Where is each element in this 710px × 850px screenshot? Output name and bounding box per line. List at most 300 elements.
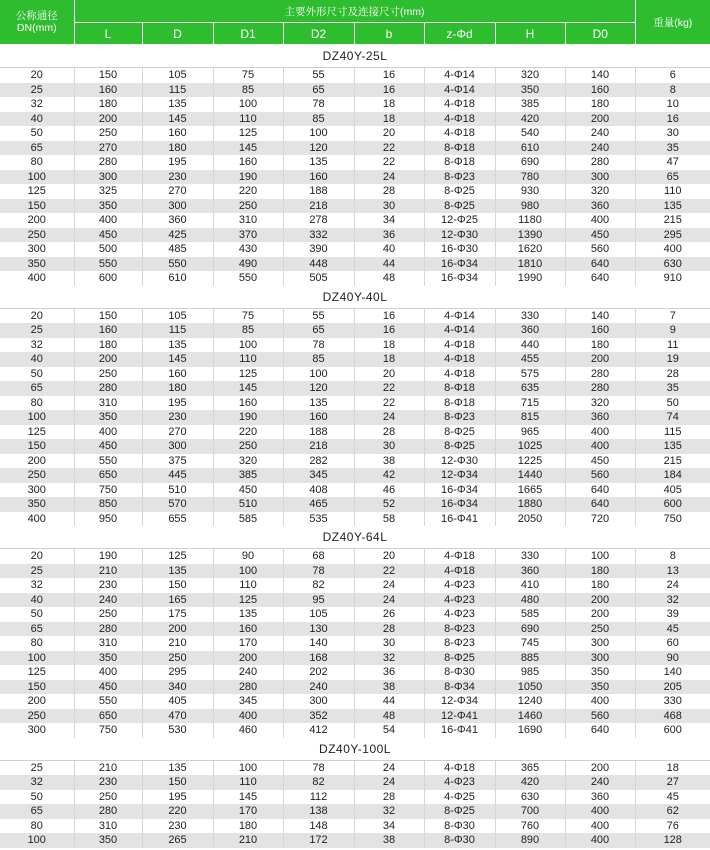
table-cell: 250 bbox=[213, 199, 283, 214]
table-cell: 8-Φ30 bbox=[424, 665, 495, 680]
table-cell: 205 bbox=[635, 680, 710, 695]
table-cell: 280 bbox=[565, 381, 635, 396]
table-cell: 715 bbox=[495, 396, 565, 411]
table-cell: 200 bbox=[565, 607, 635, 622]
table-cell: 780 bbox=[495, 170, 565, 185]
table-cell: 180 bbox=[74, 338, 142, 353]
table-cell: 32 bbox=[635, 593, 710, 608]
table-cell: 240 bbox=[565, 126, 635, 141]
table-cell: 112 bbox=[283, 790, 354, 805]
table-cell: 650 bbox=[74, 709, 142, 724]
table-cell: 535 bbox=[283, 512, 354, 527]
column-header: z-Φd bbox=[424, 23, 495, 45]
table-cell: 175 bbox=[142, 607, 213, 622]
table-cell: 1460 bbox=[495, 709, 565, 724]
table-cell: 16-Φ41 bbox=[424, 512, 495, 527]
table-cell: 400 bbox=[0, 512, 74, 527]
table-cell: 125 bbox=[0, 425, 74, 440]
table-row bbox=[0, 242, 710, 257]
table-cell: 105 bbox=[142, 308, 213, 323]
table-cell: 965 bbox=[495, 425, 565, 440]
table-row bbox=[0, 497, 710, 512]
table-cell: 145 bbox=[213, 381, 283, 396]
table-cell: 400 bbox=[565, 833, 635, 848]
table-cell: 640 bbox=[565, 257, 635, 272]
table-cell: 400 bbox=[565, 694, 635, 709]
table-cell: 65 bbox=[283, 323, 354, 338]
table-row bbox=[0, 709, 710, 724]
table-cell: 4-Φ18 bbox=[424, 352, 495, 367]
table-cell: 46 bbox=[354, 483, 424, 498]
table-cell: 408 bbox=[283, 483, 354, 498]
table-cell: 500 bbox=[74, 242, 142, 257]
table-cell: 8-Φ23 bbox=[424, 410, 495, 425]
table-cell: 230 bbox=[142, 410, 213, 425]
table-cell: 28 bbox=[354, 790, 424, 805]
table-cell: 250 bbox=[74, 367, 142, 382]
table-cell: 270 bbox=[142, 425, 213, 440]
table-cell: 210 bbox=[74, 760, 142, 775]
table-cell: 300 bbox=[0, 483, 74, 498]
table-cell: 140 bbox=[283, 636, 354, 651]
table-cell: 745 bbox=[495, 636, 565, 651]
table-cell: 180 bbox=[565, 338, 635, 353]
table-cell: 345 bbox=[213, 694, 283, 709]
table-cell: 76 bbox=[635, 819, 710, 834]
section-title: DZ40Y-40L bbox=[0, 286, 710, 309]
table-cell: 375 bbox=[142, 454, 213, 469]
table-cell: 200 bbox=[142, 622, 213, 637]
section-row bbox=[0, 45, 710, 68]
column-header: D2 bbox=[283, 23, 354, 45]
table-cell: 75 bbox=[213, 68, 283, 83]
table-cell: 280 bbox=[213, 680, 283, 695]
table-cell: 32 bbox=[354, 804, 424, 819]
table-cell: 300 bbox=[565, 636, 635, 651]
table-row bbox=[0, 155, 710, 170]
table-cell: 450 bbox=[213, 483, 283, 498]
table-cell: 16-Φ41 bbox=[424, 723, 495, 738]
table-cell: 195 bbox=[142, 155, 213, 170]
table-row bbox=[0, 425, 710, 440]
table-cell: 55 bbox=[283, 68, 354, 83]
table-cell: 4-Φ18 bbox=[424, 367, 495, 382]
table-cell: 145 bbox=[142, 112, 213, 127]
table-row bbox=[0, 578, 710, 593]
table-cell: 150 bbox=[74, 68, 142, 83]
table-cell: 640 bbox=[565, 271, 635, 286]
table-cell: 8-Φ30 bbox=[424, 833, 495, 848]
table-cell: 360 bbox=[495, 323, 565, 338]
table-cell: 815 bbox=[495, 410, 565, 425]
table-cell: 110 bbox=[213, 775, 283, 790]
table-cell: 4-Φ18 bbox=[424, 564, 495, 579]
table-cell: 360 bbox=[565, 790, 635, 805]
table-cell: 24 bbox=[354, 578, 424, 593]
table-cell: 585 bbox=[213, 512, 283, 527]
table-cell: 50 bbox=[0, 607, 74, 622]
table-cell: 218 bbox=[283, 439, 354, 454]
table-cell: 82 bbox=[283, 775, 354, 790]
table-cell: 160 bbox=[142, 367, 213, 382]
table-cell: 445 bbox=[142, 468, 213, 483]
table-cell: 16-Φ34 bbox=[424, 497, 495, 512]
table-row bbox=[0, 723, 710, 738]
table-cell: 550 bbox=[142, 257, 213, 272]
table-cell: 195 bbox=[142, 790, 213, 805]
table-cell: 250 bbox=[74, 790, 142, 805]
table-cell: 8-Φ18 bbox=[424, 141, 495, 156]
table-cell: 18 bbox=[354, 338, 424, 353]
table-cell: 30 bbox=[354, 439, 424, 454]
table-cell: 210 bbox=[142, 636, 213, 651]
table-cell: 448 bbox=[283, 257, 354, 272]
table-cell: 330 bbox=[495, 549, 565, 564]
table-cell: 105 bbox=[283, 607, 354, 622]
table-cell: 180 bbox=[565, 564, 635, 579]
table-cell: 215 bbox=[635, 454, 710, 469]
table-cell: 50 bbox=[0, 126, 74, 141]
dn-header bbox=[0, 0, 74, 45]
table-cell: 210 bbox=[74, 564, 142, 579]
table-cell: 12-Φ41 bbox=[424, 709, 495, 724]
table-cell: 95 bbox=[283, 593, 354, 608]
table-cell: 65 bbox=[283, 83, 354, 98]
table-cell: 280 bbox=[74, 622, 142, 637]
table-cell: 400 bbox=[0, 271, 74, 286]
table-cell: 19 bbox=[635, 352, 710, 367]
table-cell: 4-Φ23 bbox=[424, 578, 495, 593]
table-cell: 8-Φ25 bbox=[424, 184, 495, 199]
table-cell: 8-Φ18 bbox=[424, 155, 495, 170]
table-cell: 80 bbox=[0, 819, 74, 834]
table-cell: 16-Φ34 bbox=[424, 483, 495, 498]
table-cell: 350 bbox=[74, 651, 142, 666]
table-cell: 400 bbox=[635, 242, 710, 257]
table-cell: 34 bbox=[354, 819, 424, 834]
table-row bbox=[0, 213, 710, 228]
table-cell: 325 bbox=[74, 184, 142, 199]
table-cell: 100 bbox=[0, 410, 74, 425]
table-cell: 30 bbox=[354, 636, 424, 651]
table-cell: 420 bbox=[495, 112, 565, 127]
table-cell: 4-Φ25 bbox=[424, 790, 495, 805]
table-row bbox=[0, 512, 710, 527]
table-cell: 38 bbox=[354, 454, 424, 469]
table-cell: 310 bbox=[74, 819, 142, 834]
table-cell: 4-Φ14 bbox=[424, 83, 495, 98]
table-cell: 360 bbox=[565, 410, 635, 425]
table-cell: 300 bbox=[565, 170, 635, 185]
table-cell: 12-Φ30 bbox=[424, 454, 495, 469]
table-cell: 1990 bbox=[495, 271, 565, 286]
table-cell: 280 bbox=[74, 804, 142, 819]
table-body bbox=[0, 45, 710, 848]
table-cell: 1240 bbox=[495, 694, 565, 709]
table-cell: 300 bbox=[565, 651, 635, 666]
table-cell: 20 bbox=[354, 126, 424, 141]
table-cell: 25 bbox=[0, 760, 74, 775]
table-cell: 610 bbox=[142, 271, 213, 286]
table-cell: 468 bbox=[635, 709, 710, 724]
table-cell: 300 bbox=[283, 694, 354, 709]
table-cell: 350 bbox=[74, 833, 142, 848]
table-cell: 720 bbox=[565, 512, 635, 527]
table-cell: 330 bbox=[635, 694, 710, 709]
table-cell: 42 bbox=[354, 468, 424, 483]
table-cell: 100 bbox=[0, 651, 74, 666]
table-cell: 18 bbox=[635, 760, 710, 775]
section-row bbox=[0, 286, 710, 309]
table-cell: 350 bbox=[0, 497, 74, 512]
table-row bbox=[0, 680, 710, 695]
table-cell: 4-Φ18 bbox=[424, 760, 495, 775]
table-cell: 170 bbox=[213, 636, 283, 651]
table-cell: 12-Φ30 bbox=[424, 228, 495, 243]
table-cell: 760 bbox=[495, 819, 565, 834]
table-cell: 340 bbox=[142, 680, 213, 695]
table-cell: 300 bbox=[142, 199, 213, 214]
table-cell: 8-Φ34 bbox=[424, 680, 495, 695]
table-cell: 1620 bbox=[495, 242, 565, 257]
table-cell: 8-Φ23 bbox=[424, 636, 495, 651]
table-cell: 180 bbox=[565, 578, 635, 593]
table-cell: 1665 bbox=[495, 483, 565, 498]
table-cell: 425 bbox=[142, 228, 213, 243]
table-cell: 9 bbox=[635, 323, 710, 338]
table-cell: 278 bbox=[283, 213, 354, 228]
table-cell: 105 bbox=[142, 68, 213, 83]
table-cell: 78 bbox=[283, 760, 354, 775]
table-cell: 28 bbox=[354, 425, 424, 440]
table-row bbox=[0, 199, 710, 214]
table-cell: 6 bbox=[635, 68, 710, 83]
table-cell: 220 bbox=[213, 425, 283, 440]
table-cell: 4-Φ18 bbox=[424, 97, 495, 112]
table-cell: 910 bbox=[635, 271, 710, 286]
table-cell: 250 bbox=[0, 468, 74, 483]
table-cell: 22 bbox=[354, 564, 424, 579]
table-cell: 62 bbox=[635, 804, 710, 819]
table-cell: 188 bbox=[283, 425, 354, 440]
table-cell: 1880 bbox=[495, 497, 565, 512]
table-cell: 28 bbox=[354, 622, 424, 637]
table-cell: 44 bbox=[354, 257, 424, 272]
table-row bbox=[0, 564, 710, 579]
table-cell: 4-Φ23 bbox=[424, 593, 495, 608]
column-header: H bbox=[495, 23, 565, 45]
dn-header-line1: 公称通径 bbox=[15, 10, 58, 22]
weight-header: 重量(kg) bbox=[635, 0, 710, 45]
table-cell: 16 bbox=[354, 68, 424, 83]
table-cell: 560 bbox=[565, 242, 635, 257]
table-cell: 460 bbox=[213, 723, 283, 738]
table-cell: 125 bbox=[0, 184, 74, 199]
table-cell: 310 bbox=[74, 636, 142, 651]
table-cell: 110 bbox=[213, 578, 283, 593]
table-cell: 160 bbox=[213, 622, 283, 637]
table-cell: 16 bbox=[635, 112, 710, 127]
table-cell: 160 bbox=[213, 155, 283, 170]
table-cell: 22 bbox=[354, 381, 424, 396]
table-cell: 68 bbox=[283, 549, 354, 564]
table-cell: 65 bbox=[0, 804, 74, 819]
table-row bbox=[0, 760, 710, 775]
table-cell: 600 bbox=[635, 497, 710, 512]
table-cell: 470 bbox=[142, 709, 213, 724]
table-cell: 32 bbox=[0, 97, 74, 112]
table-cell: 135 bbox=[635, 439, 710, 454]
table-cell: 16-Φ34 bbox=[424, 257, 495, 272]
table-cell: 295 bbox=[142, 665, 213, 680]
table-cell: 1440 bbox=[495, 468, 565, 483]
table-row bbox=[0, 126, 710, 141]
table-cell: 400 bbox=[565, 804, 635, 819]
table-cell: 40 bbox=[0, 112, 74, 127]
table-cell: 16 bbox=[354, 323, 424, 338]
table-cell: 465 bbox=[283, 497, 354, 512]
table-cell: 22 bbox=[354, 141, 424, 156]
table-cell: 160 bbox=[74, 83, 142, 98]
table-cell: 11 bbox=[635, 338, 710, 353]
table-cell: 7 bbox=[635, 308, 710, 323]
table-cell: 8-Φ23 bbox=[424, 170, 495, 185]
table-cell: 190 bbox=[213, 170, 283, 185]
table-cell: 180 bbox=[565, 97, 635, 112]
table-cell: 24 bbox=[354, 593, 424, 608]
table-row bbox=[0, 636, 710, 651]
table-cell: 40 bbox=[0, 593, 74, 608]
table-cell: 120 bbox=[283, 381, 354, 396]
table-cell: 82 bbox=[283, 578, 354, 593]
table-row bbox=[0, 141, 710, 156]
table-cell: 1050 bbox=[495, 680, 565, 695]
table-cell: 20 bbox=[354, 367, 424, 382]
table-cell: 850 bbox=[74, 497, 142, 512]
table-cell: 125 bbox=[213, 593, 283, 608]
table-cell: 8-Φ25 bbox=[424, 804, 495, 819]
table-cell: 100 bbox=[213, 97, 283, 112]
column-header: L bbox=[74, 23, 142, 45]
table-cell: 24 bbox=[354, 760, 424, 775]
table-cell: 55 bbox=[283, 308, 354, 323]
table-cell: 320 bbox=[565, 184, 635, 199]
table-cell: 36 bbox=[354, 228, 424, 243]
table-row bbox=[0, 775, 710, 790]
table-cell: 270 bbox=[142, 184, 213, 199]
table-cell: 600 bbox=[74, 271, 142, 286]
table-cell: 350 bbox=[0, 257, 74, 272]
table-cell: 188 bbox=[283, 184, 354, 199]
table-cell: 412 bbox=[283, 723, 354, 738]
table-cell: 180 bbox=[213, 819, 283, 834]
table-cell: 16 bbox=[354, 308, 424, 323]
table-cell: 280 bbox=[74, 381, 142, 396]
table-row bbox=[0, 665, 710, 680]
table-cell: 610 bbox=[495, 141, 565, 156]
table-cell: 140 bbox=[565, 308, 635, 323]
table-cell: 200 bbox=[0, 454, 74, 469]
table-cell: 52 bbox=[354, 497, 424, 512]
table-cell: 630 bbox=[495, 790, 565, 805]
table-cell: 135 bbox=[283, 155, 354, 170]
table-cell: 600 bbox=[635, 723, 710, 738]
table-cell: 385 bbox=[213, 468, 283, 483]
section-row bbox=[0, 526, 710, 549]
table-cell: 190 bbox=[213, 410, 283, 425]
table-cell: 230 bbox=[142, 819, 213, 834]
table-cell: 32 bbox=[0, 578, 74, 593]
table-cell: 480 bbox=[495, 593, 565, 608]
table-cell: 115 bbox=[142, 323, 213, 338]
table-cell: 50 bbox=[0, 367, 74, 382]
table-cell: 1180 bbox=[495, 213, 565, 228]
table-cell: 12-Φ25 bbox=[424, 213, 495, 228]
table-row bbox=[0, 68, 710, 83]
table-cell: 25 bbox=[0, 323, 74, 338]
table-cell: 750 bbox=[74, 723, 142, 738]
table-cell: 27 bbox=[635, 775, 710, 790]
table-cell: 100 bbox=[213, 760, 283, 775]
table-cell: 115 bbox=[635, 425, 710, 440]
table-cell: 184 bbox=[635, 468, 710, 483]
table-cell: 655 bbox=[142, 512, 213, 527]
table-cell: 78 bbox=[283, 97, 354, 112]
table-row bbox=[0, 228, 710, 243]
table-cell: 4-Φ14 bbox=[424, 323, 495, 338]
table-cell: 100 bbox=[0, 833, 74, 848]
table-cell: 8-Φ25 bbox=[424, 651, 495, 666]
table-cell: 150 bbox=[0, 680, 74, 695]
table-cell: 8-Φ23 bbox=[424, 622, 495, 637]
table-row bbox=[0, 483, 710, 498]
table-cell: 58 bbox=[354, 512, 424, 527]
table-row bbox=[0, 468, 710, 483]
table-cell: 510 bbox=[142, 483, 213, 498]
table-cell: 50 bbox=[635, 396, 710, 411]
table-cell: 585 bbox=[495, 607, 565, 622]
table-cell: 8-Φ25 bbox=[424, 425, 495, 440]
table-cell: 240 bbox=[74, 593, 142, 608]
table-cell: 168 bbox=[283, 651, 354, 666]
table-cell: 16-Φ34 bbox=[424, 271, 495, 286]
table-cell: 200 bbox=[565, 760, 635, 775]
table-cell: 140 bbox=[635, 665, 710, 680]
table-cell: 40 bbox=[354, 242, 424, 257]
table-cell: 230 bbox=[142, 170, 213, 185]
table-cell: 16-Φ30 bbox=[424, 242, 495, 257]
table-cell: 250 bbox=[74, 126, 142, 141]
table-cell: 450 bbox=[565, 454, 635, 469]
table-cell: 310 bbox=[213, 213, 283, 228]
table-cell: 220 bbox=[142, 804, 213, 819]
table-cell: 138 bbox=[283, 804, 354, 819]
table-cell: 400 bbox=[74, 213, 142, 228]
section-row bbox=[0, 738, 710, 761]
table-cell: 135 bbox=[142, 97, 213, 112]
table-cell: 250 bbox=[0, 709, 74, 724]
table-cell: 128 bbox=[635, 833, 710, 848]
table-cell: 220 bbox=[213, 184, 283, 199]
table-cell: 700 bbox=[495, 804, 565, 819]
table-cell: 78 bbox=[283, 564, 354, 579]
table-cell: 120 bbox=[283, 141, 354, 156]
table-cell: 12-Φ34 bbox=[424, 694, 495, 709]
table-cell: 575 bbox=[495, 367, 565, 382]
table-cell: 35 bbox=[635, 141, 710, 156]
table-cell: 985 bbox=[495, 665, 565, 680]
table-cell: 54 bbox=[354, 723, 424, 738]
